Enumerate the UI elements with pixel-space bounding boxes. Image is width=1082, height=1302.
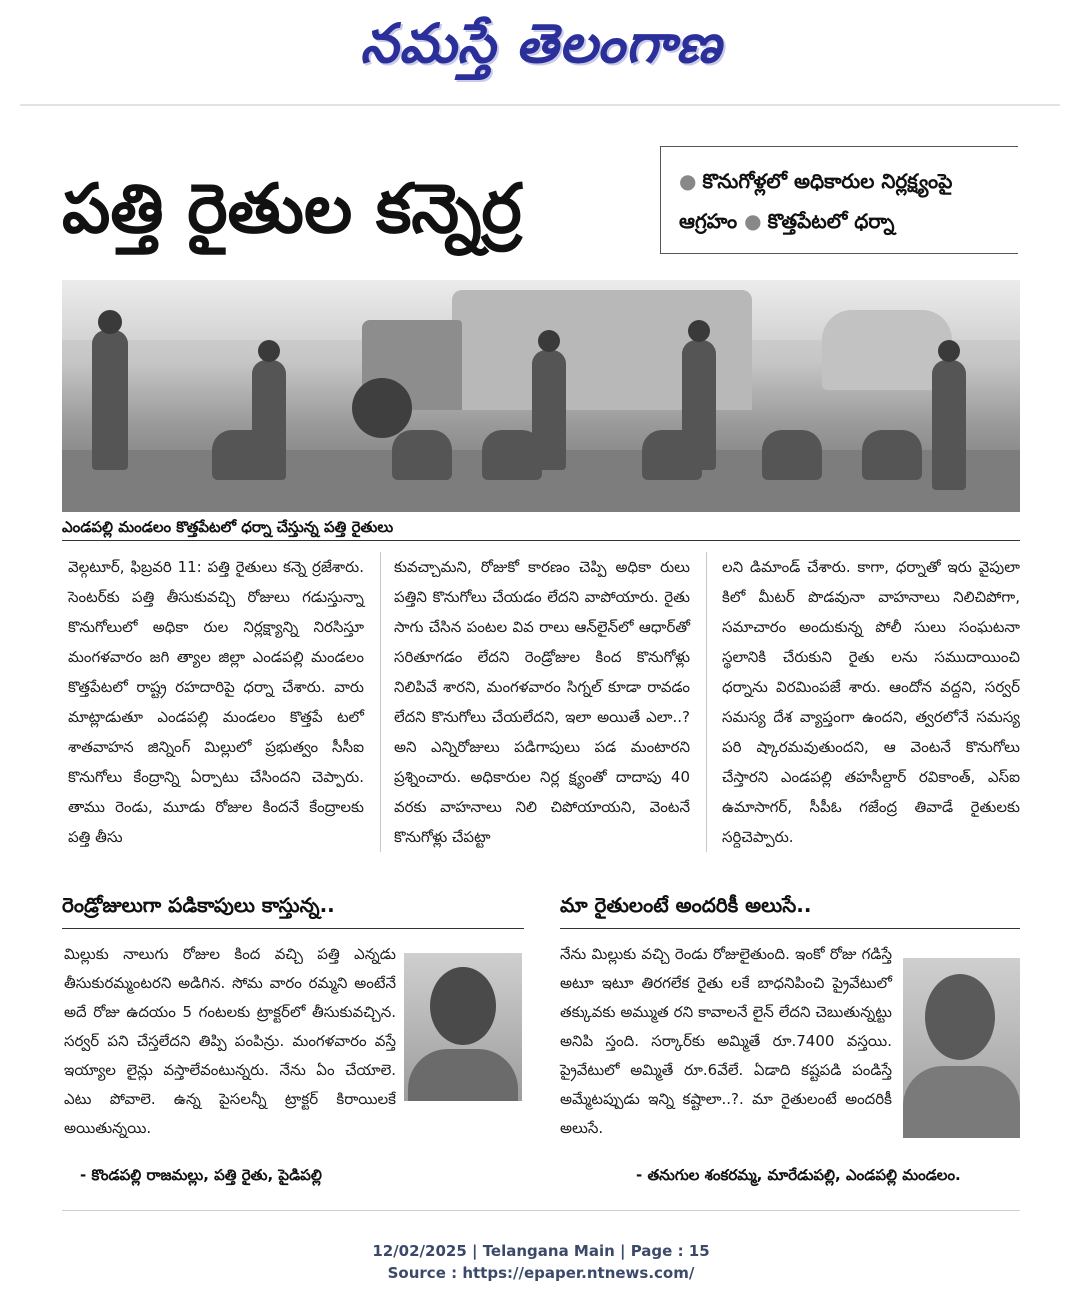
headline: పత్తి రైతుల కన్నెర్ర: [62, 170, 522, 249]
box-right-quote: నేను మిల్లుకు వచ్చి రెండు రోజులైతుంది. ఇంకో రోజు గడిస్తే అటూ ఇటూ తిరగలేక రైతు లకే బాధనిపించి ప్రైవేటులో తక్కువకు అమ్ముత రని కావాలనే లైన్ లేదని చెబుతున్నట్టు అనిపి స్తంది. సర్కార్‌కు అమ్మితే రూ.7400 వస్తయి. ప్రైవేటులో అమ్మితే రూ.6వేలే. ఏడాది కష్టపడి పండిస్తే అమ్మేటప్పుడు ఇన్ని కష్టాలా..?. మా రైతులంటే అందరికీ అలుసే.: [560, 945, 892, 1137]
page-bottom-rule: [62, 1210, 1020, 1211]
article-column-2: కువచ్చామని, రోజుకో కారణం చెప్పి అధికా రులు పత్తిని కొనుగోలు చేయడం లేదని వాపోయారు. రైతు సాగు చేసిన పంటల వివ రాలు ఆన్‌లైన్‌లో ఆధార్‌తో సరితూగడం లేదని రెండ్రోజుల కింద కొనుగోళ్లు నిలిపివే శారని, మంగళవారం సిగ్నల్ కూడా రావడం లేదని కొనుగోలు చేయలేదని, ఇలా అయితే ఎలా..? అని ఎన్నిరోజులు పడిగాపులు పడ మంటారని ప్రశ్నించారు. అధికారుల నిర్ల క్ష్యంతో దాదాపు 40 వరకు వాహనాలు నిలి చిపోయాయని, వెంటనే కొనుగోళ్లు చేపట్టా: [394, 558, 690, 846]
column-divider: [706, 552, 707, 852]
box-right-rule: [560, 928, 1020, 929]
box-left-byline: - కొండపల్లి రాజమల్లు, పత్తి రైతు, పైడిపల్లి: [80, 1166, 322, 1184]
page-footer: [0, 1240, 1082, 1284]
article-column-1: వెల్గటూర్, ఫిబ్రవరి 11: పత్తి రైతులు కన్నె ర్రజేశారు. సెంటర్‌కు పత్తి తీసుకువచ్చి రోజులు గడుస్తున్నా కొనుగోలులో అధికా రుల నిర్లక్ష్యాన్ని నిరసిస్తూ మంగళవారం జగి త్యాల జిల్లా ఎండపల్లి మండలం కొత్తపేటలో రాష్ట్ర రహదారిపై ధర్నా చేశారు. వారు మాట్లాడుతూ ఎండపల్లి మండలం కొత్తపే టలో శాతవాహన జిన్నింగ్ మిల్లులో ప్రభుత్వం సీసీఐ కొనుగోలు కేంద్రాన్ని ఏర్పాటు చేసిందని చెప్పారు. తాము రెండు, మూడు రోజుల కిందనే కేంద్రాలకు పత్తి తీసు: [68, 558, 364, 846]
box-left-quote: మిల్లుకు నాలుగు రోజుల కింద వచ్చి పత్తి ఎన్నడు తీసుకురమ్మంటరని అడిగిన. సోమ వారం రమ్మని అంటేనే అదే రోజు ఉదయం 5 గంటలకు ట్రాక్టర్‌లో తీసుకువచ్చిన. సర్వర్ పని చేస్తలేదని తిప్పి పంపిన్రు. మంగళవారం వస్తే ఇయ్యాల లైన్లు వస్తాలేవంటున్నరు. నేను ఏం చేయాలె. ఎటు పోవాలె. ఉన్న పైసలన్నీ ట్రాక్టర్ కిరాయిలకే అయితున్నయి.: [64, 945, 396, 1137]
bullet-icon: ●: [679, 169, 697, 193]
box-right-heading: మా రైతులంటే అందరికీ అలుసే..: [560, 893, 812, 917]
box-right-byline: - తనుగుల శంకరమ్మ, మారేడుపల్లి, ఎండపల్లి మండలం.: [636, 1166, 961, 1184]
footer-source-link[interactable]: Source : https://epaper.ntnews.com/: [387, 1264, 695, 1282]
deck-line-2: ఆగ్రహం ● కొత్తపేటలో ధర్నా: [679, 209, 895, 233]
farmer-portrait-man: [404, 953, 522, 1101]
masthead-divider: [20, 104, 1060, 106]
bullet-icon: ●: [744, 209, 762, 233]
footer-date-edition-page: 12/02/2025 | Telangana Main | Page : 15: [372, 1242, 710, 1260]
article-column-3: లని డిమాండ్ చేశారు. కాగా, ధర్నాతో ఇరు వైపులా కిలో మీటర్ పొడవునా వాహనాలు నిలిచిపోగా, సమాచారం అందుకున్న పోలీ సులు సంఘటనా స్థలానికి చేరుకుని రైతు లను సముదాయించి ధర్నాను విరమింపజే శారు. ఆందోన వద్దని, సర్వర్ సమస్య దేశ వ్యాప్తంగా ఉందని, త్వరలోనే సమస్య పరి ష్కారమవుతుందని, ఆ వెంటనే కొనుగోలు చేస్తారని ఎండపల్లి తహసీల్దార్ రవికాంత్, ఎస్ఐ ఉమాసాగర్, సీపీఓ గజేంద్ర తివాడే రైతులకు సర్దిచెప్పారు.: [722, 558, 1020, 846]
deck-line-1: ● కొనుగోళ్లలో అధికారుల నిర్లక్ష్యంపై: [679, 169, 953, 193]
masthead: [0, 0, 1082, 100]
box-left-rule: [62, 928, 524, 929]
news-photo-protest: [62, 280, 1020, 512]
newspaper-logo: నమస్తే తెలంగాణ: [360, 11, 722, 75]
box-left-heading: రెండ్రోజులుగా పడికాపులు కాస్తున్న..: [62, 893, 335, 917]
headline-deck: [660, 146, 1018, 254]
photo-caption: ఎండపల్లి మండలం కొత్తపేటలో ధర్నా చేస్తున్న పత్తి రైతులు: [62, 514, 1020, 541]
farmer-portrait-woman: [903, 958, 1020, 1138]
column-divider: [380, 552, 381, 852]
